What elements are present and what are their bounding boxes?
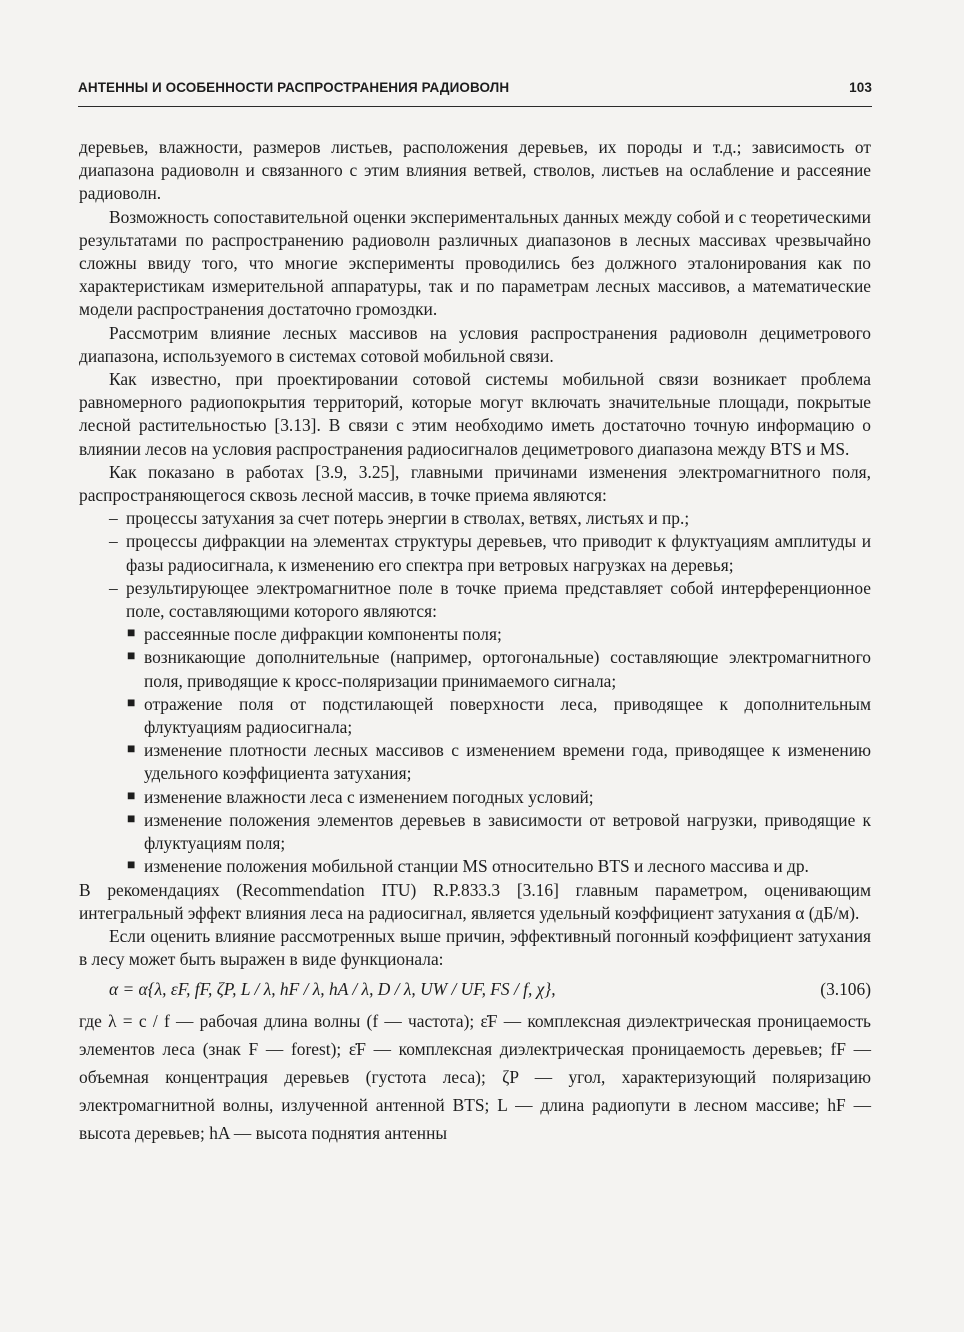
square-bullet-icon: ■ <box>127 626 136 642</box>
paragraph-5: Как показано в работах [3.9, 3.25], главными причинами изменения электромагнитного поля, распространяющегося сквозь лесной массив, в точке приема являются: <box>79 461 871 506</box>
dash-list-item <box>79 507 871 530</box>
bullet-list-item <box>79 693 871 739</box>
dash-list-item <box>79 577 871 623</box>
bullet-item-text: изменение положения элементов деревьев в зависимости от ветровой нагрузки, приводящие к флуктуациям поля; <box>144 809 871 854</box>
dash-item-text: результирующее электромагнитное поле в точке приема представляет собой интерференционное поле, составляющими которого являются: <box>126 577 871 622</box>
dash-marker: – <box>109 508 118 529</box>
bullet-list-item <box>79 646 871 692</box>
bullet-item-text: изменение плотности лесных массивов с изменением времени года, приводящее к изменению удельного коэффициента затухания; <box>144 740 871 784</box>
paragraph-4: Как известно, при проектировании сотовой системы мобильной связи возникает проблема равномерного радиопокрытия территорий, которые могут включать значительные площади, покрытые лесной растительностью [3.13]. В связи с этим необходимо иметь достаточно точную информацию о влиянии лесов на условия распространения радиосигналов дециметрового диапазона между BTS и MS. <box>79 369 871 459</box>
body-text <box>79 136 871 1147</box>
square-bullet-icon: ■ <box>127 788 136 804</box>
square-bullet-icon: ■ <box>127 811 136 827</box>
bullet-item-text: изменение положения мобильной станции MS относительно BTS и лесного массива и др. <box>144 856 809 877</box>
bullet-list <box>79 623 871 878</box>
bullet-list-item <box>79 855 871 878</box>
square-bullet-icon: ■ <box>127 695 136 711</box>
equation-expression: α = α{λ, ε̇F, fF, ζP, L / λ, hF / λ, hA / λ, D / λ, UW / UF, FS / f, χ}, <box>109 978 556 999</box>
paragraph-2: Возможность сопоставительной оценки экспериментальных данных между собой и с теоретическими результатами по распространению радиоволн различных диапазонов в лесных массивах чрезвычайно сложны ввиду того, что многие эксперименты проводились без должного эталонирования как по характеристикам измерительной аппаратуры, так и по параметрам лесных массивов, а математические модели распространения достаточно громоздки. <box>79 206 871 320</box>
dash-item-text: процессы дифракции на элементах структуры деревьев, что приводит к флуктуациям амплитуды и фазы радиосигнала, к изменению его спектра при ветровых нагрузках на деревья; <box>126 531 871 575</box>
symbol-definitions: где λ = c / f — рабочая длина волны (f — частота); ε̇F — комплексная диэлектрическая проницаемость элементов леса (знак F — forest); ε̇F — комплексная диэлектрическая проницаемость деревьев; fF — объемная концентрация деревьев (густота леса); ζP — угол, характеризующий поляризацию электромагнитной волны, излученной антенной BTS; L — длина радиопути в лесном массиве; hF — высота деревьев; hA — высота поднятия антенны <box>79 1011 871 1144</box>
paragraph-7: Если оценить влияние рассмотренных выше причин, эффективный погонный коэффициент затухания в лесу может быть выражен в виде функционала: <box>79 925 871 970</box>
dash-item-text: процессы затухания за счет потерь энергии в стволах, ветвях, листьях и пр.; <box>126 508 690 529</box>
square-bullet-icon: ■ <box>127 742 136 758</box>
bullet-list-item <box>79 739 871 785</box>
dash-marker: – <box>109 577 118 598</box>
square-bullet-icon: ■ <box>127 649 136 665</box>
bullet-item-text: возникающие дополнительные (например, ортогональные) составляющие электромагнитного поля, приводящие к кросс-поляризации принимаемого сигнала; <box>144 647 871 691</box>
bullet-item-text: рассеянные после дифракции компоненты поля; <box>144 624 502 645</box>
paragraph-6: В рекомендациях (Recommendation ITU) R.P.833.3 [3.16] главным параметром, оценивающим интегральный эффект влияния леса на радиосигнал, является удельный коэффициент затухания α (дБ/м). <box>79 879 871 923</box>
bullet-item-text: изменение влажности леса с изменением погодных условий; <box>144 786 594 807</box>
square-bullet-icon: ■ <box>127 858 136 874</box>
running-header <box>78 80 872 95</box>
page-number: 103 <box>849 80 872 95</box>
bullet-list-item <box>79 809 871 855</box>
dash-list <box>79 507 871 623</box>
dash-marker: – <box>109 531 118 552</box>
dash-list-item <box>79 530 871 576</box>
running-header-title: АНТЕННЫ И ОСОБЕННОСТИ РАСПРОСТРАНЕНИЯ РАДИОВОЛН <box>78 80 510 95</box>
bullet-item-text: отражение поля от подстилающей поверхности леса, приводящее к дополнительным флуктуациям радиосигнала; <box>144 693 871 738</box>
header-rule <box>78 106 872 107</box>
bullet-list-item <box>79 786 871 809</box>
paragraph-1: деревьев, влажности, размеров листьев, расположения деревьев, их породы и т.д.; зависимость от диапазона радиоволн и связанного с этим влияния ветвей, стволов, листьев на ослабление и рассеяние радиоволн. <box>79 137 871 204</box>
paragraph-3: Рассмотрим влияние лесных массивов на условия распространения радиоволн дециметрового диапазона, используемого в системах сотовой мобильной связи. <box>79 322 871 366</box>
equation-number: (3.106) <box>820 978 871 999</box>
bullet-list-item <box>79 623 871 646</box>
equation-3-106 <box>79 974 871 1004</box>
